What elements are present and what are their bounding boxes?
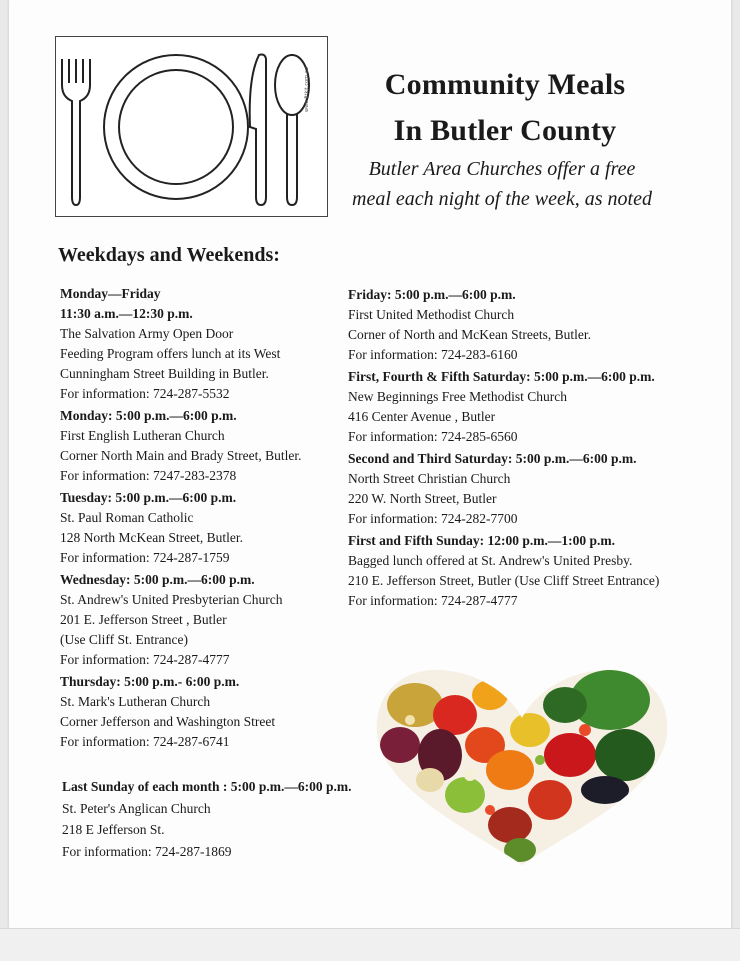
entry-line: Wednesday: 5:00 p.m.—6:00 p.m.: [60, 572, 255, 587]
entry-line: (Use Cliff St. Entrance): [60, 632, 188, 647]
entry-line: St. Peter's Anglican Church: [62, 800, 211, 816]
entry-line: North Street Christian Church: [348, 471, 511, 486]
entry-line: Second and Third Saturday: 5:00 p.m.—6:00 p.m.: [348, 451, 637, 466]
heart-vegetables: [370, 660, 675, 870]
fork-icon: [62, 59, 90, 205]
entry-line: The Salvation Army Open Door: [60, 326, 234, 341]
entry-line: For information: 7247-283-2378: [60, 468, 237, 483]
entry-line: New Beginnings Free Methodist Church: [348, 389, 567, 404]
entry-line: Corner North Main and Brady Street, Butler.: [60, 448, 302, 463]
schedule-entry-wednesday: [60, 570, 335, 670]
entry-line: 220 W. North Street, Butler: [348, 491, 497, 506]
entry-line: Friday: 5:00 p.m.—6:00 p.m.: [348, 287, 516, 302]
schedule-entry-last-sunday: [62, 776, 352, 862]
entry-line: First English Lutheran Church: [60, 428, 225, 443]
entry-line: Corner Jefferson and Washington Street: [60, 714, 276, 729]
entry-line: For information: 724-287-1759: [60, 550, 230, 565]
entry-line: First United Methodist Church: [348, 307, 515, 322]
entry-line: 11:30 a.m.—12:30 p.m.: [60, 306, 193, 321]
plate-icon: [104, 55, 248, 199]
illustration-credit: www.fitkit.com.au: [304, 67, 310, 112]
entry-line: For information: 724-287-4777: [60, 652, 230, 667]
entry-line: Cunningham Street Building in Butler.: [60, 366, 269, 381]
page-title-line-2: In Butler County: [393, 114, 617, 147]
entry-line: For information: 724-282-7700: [348, 511, 518, 526]
entry-line: For information: 724-287-6741: [60, 734, 230, 749]
schedule-entry-monday-friday: [60, 284, 335, 404]
entry-line: First, Fourth & Fifth Saturday: 5:00 p.m.—6:00 p.m.: [348, 369, 655, 384]
subtitle-line-1: Butler Area Churches offer a free: [368, 158, 636, 180]
place-setting-illustration: [55, 36, 328, 217]
entry-line: For information: 724-287-4777: [348, 593, 518, 608]
entry-line: St. Andrew's United Presbyterian Church: [60, 592, 283, 607]
entry-line: Bagged lunch offered at St. Andrew's United Presby.: [348, 553, 633, 568]
entry-line: St. Paul Roman Catholic: [60, 510, 194, 525]
entry-line: First and Fifth Sunday: 12:00 p.m.—1:00 p.m.: [348, 533, 616, 548]
entry-line: Feeding Program offers lunch at its West: [60, 346, 281, 361]
entry-line: St. Mark's Lutheran Church: [60, 694, 211, 709]
place-setting-svg: [56, 37, 327, 216]
entry-line: Monday: 5:00 p.m.—6:00 p.m.: [60, 408, 237, 423]
page-title-line-1: Community Meals: [384, 68, 626, 101]
entry-line: Last Sunday of each month : 5:00 p.m.—6:00 p.m.: [62, 779, 352, 794]
section-heading: Weekdays and Weekends:: [58, 244, 280, 266]
entry-line: 201 E. Jefferson Street , Butler: [60, 612, 227, 627]
schedule-entry-saturday-2-3: [348, 449, 693, 529]
entry-line: Monday—Friday: [60, 286, 161, 301]
entry-line: For information: 724-287-5532: [60, 386, 230, 401]
entry-line: 210 E. Jefferson Street, Butler (Use Cliff Street Entrance): [348, 573, 660, 588]
entry-line: Thursday: 5:00 p.m.- 6:00 p.m.: [60, 674, 240, 689]
vegetable-heart-illustration: [370, 660, 675, 870]
entry-line: 416 Center Avenue , Butler: [348, 409, 496, 424]
schedule-entry-saturday-1-4-5: [348, 367, 693, 447]
entry-line: For information: 724-287-1869: [62, 843, 232, 859]
schedule-entry-thursday: [60, 672, 335, 752]
schedule-entry-sunday-1-5: [348, 531, 693, 611]
entry-line: For information: 724-283-6160: [348, 347, 518, 362]
left-schedule-column: [60, 284, 335, 754]
subtitle-line-2: meal each night of the week, as noted: [352, 188, 652, 210]
right-schedule-column: [348, 285, 693, 613]
schedule-entry-monday: [60, 406, 335, 486]
schedule-entry-friday: [348, 285, 693, 365]
entry-line: Corner of North and McKean Streets, Butler.: [348, 327, 591, 342]
knife-icon: [250, 55, 266, 206]
entry-line: 218 E Jefferson St.: [62, 822, 165, 837]
schedule-entry-tuesday: [60, 488, 335, 568]
page-bottom-strip: [0, 928, 740, 961]
entry-line: 128 North McKean Street, Butler.: [60, 530, 243, 545]
entry-line: For information: 724-285-6560: [348, 429, 518, 444]
entry-line: Tuesday: 5:00 p.m.—6:00 p.m.: [60, 490, 237, 505]
